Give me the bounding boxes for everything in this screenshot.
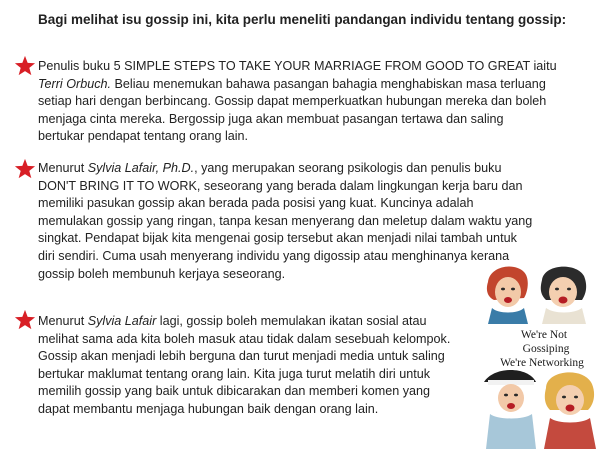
text-line: memilih gossip yang baik untuk dibicarakan dan memberi komen yang — [38, 384, 431, 399]
text-line: DON'T BRING IT TO WORK, seseorang yang berada dalam lingkungan kerja baru dan — [38, 178, 523, 193]
text-line: singkat. Pendapat bijak kita mengenai gosip tersebut akan menjadi nilai tambah untuk — [38, 231, 517, 246]
text-line: setiap hari dengan berbincang. Gossip dapat memperkuatkan hubungan mereka dan boleh — [38, 94, 547, 109]
text-line-start: Menurut — [38, 314, 88, 328]
woman-red-hair-figure — [487, 267, 528, 324]
paragraph-terri-orbuch — [38, 58, 590, 146]
caption-line-2: Gossiping — [522, 343, 570, 355]
text-line-rest: lagi, gossip boleh memulakan ikatan sosial atau — [156, 314, 427, 328]
gossiping-women-illustration — [484, 262, 600, 449]
text-line: diri sendiri. Cuma usah menyerang individu yang digossip atau menghinanya kerana — [38, 248, 510, 263]
author-name: Sylvia Lafair, Ph.D. — [87, 161, 195, 175]
text-line-start: Menurut — [38, 161, 88, 175]
text-line: bertukar pendapat tentang orang lain. — [38, 129, 249, 144]
text-line: melihat sama ada kita boleh masuk atau tidak dalam sesebuah kelompok. — [38, 331, 451, 346]
woman-blonde-figure — [544, 372, 596, 449]
text-line-rest: Beliau menemukan bahawa pasangan bahagia menghabiskan masa terluang — [111, 76, 546, 91]
text-line: memulakan gossip yang ringan, tanpa kesan menyerang dan meletup dalam waktu yang — [38, 213, 533, 228]
caption-line-3: We're Networking — [500, 357, 584, 369]
woman-with-hat-figure — [484, 370, 536, 449]
star-bullet-icon — [14, 309, 36, 331]
text-line: bertukar maklumat tentang orang lain. Kita juga turut melatih diri untuk — [38, 366, 431, 381]
text-line: dapat membantu menjaga hubungan baik dengan orang lain. — [38, 401, 379, 416]
text-line — [38, 160, 590, 178]
caption-line-1: We're Not — [520, 329, 568, 341]
star-bullet-icon — [14, 55, 36, 77]
page-heading: Bagi melihat isu gossip ini, kita perlu meneliti pandangan individu tentang gossip: — [38, 12, 567, 27]
text-line: menjaga cinta mereka. Bergossip juga akan membuat pasangan tertawa dan saling — [38, 111, 504, 126]
text-line: memiliki pasukan gossip akan berada pada posisi yang kuat. Kuncinya adalah — [38, 196, 474, 211]
text-line-rest: , yang merupakan seorang psikologis dan penulis buku — [194, 161, 502, 175]
author-name: Sylvia Lafair — [87, 314, 157, 328]
text-line: Gossip akan menjadi lebih berguna dan turut menjadi media untuk saling — [38, 349, 445, 364]
text-line — [38, 76, 590, 94]
text-line: gossip boleh membunuh kerjaya seseorang. — [38, 266, 286, 281]
star-bullet-icon — [14, 158, 36, 180]
author-name: Terri Orbuch. — [38, 76, 112, 91]
woman-dark-hair-figure — [541, 267, 586, 324]
text-line: Penulis buku 5 SIMPLE STEPS TO TAKE YOUR MARRIAGE FROM GOOD TO GREAT iaitu — [38, 59, 557, 73]
